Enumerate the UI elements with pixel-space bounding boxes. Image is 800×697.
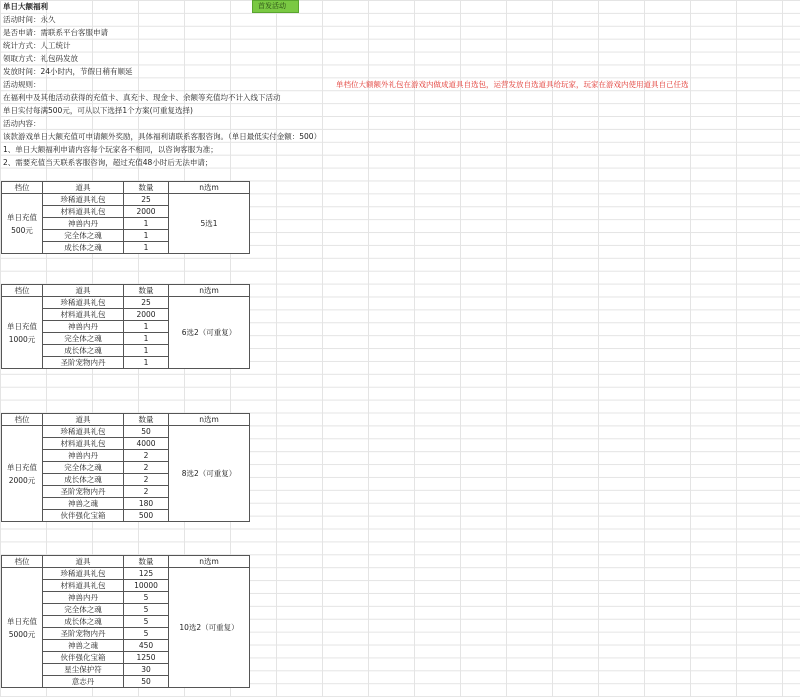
tier-table: [1, 555, 250, 688]
item-quantity: 2000: [124, 309, 169, 321]
item-quantity: 5: [124, 592, 169, 604]
launch-tag: 首发活动: [252, 0, 299, 13]
column-header: 数量: [124, 556, 169, 568]
info-line: 在福利中及其他活动获得的充值卡、真充卡、现金卡、余额等充值均不计入线下活动: [3, 93, 281, 102]
item-name: 完全体之魂: [43, 333, 124, 345]
column-header: n选m: [169, 556, 250, 568]
info-line: 统计方式：人工统计: [3, 41, 71, 50]
item-name: 伙伴强化宝箱: [43, 510, 124, 522]
item-quantity: 2: [124, 474, 169, 486]
item-quantity: 1: [124, 357, 169, 369]
table-header-row: [2, 556, 250, 568]
info-line: 活动时间：永久: [3, 15, 56, 24]
item-name: 神兽内丹: [43, 321, 124, 333]
item-name: 完全体之魂: [43, 462, 124, 474]
item-name: 星尘保护符: [43, 664, 124, 676]
table-header-row: [2, 182, 250, 194]
item-name: 材料道具礼包: [43, 438, 124, 450]
table-row: [2, 194, 250, 206]
table-header-row: [2, 414, 250, 426]
column-header: 档位: [2, 182, 43, 194]
column-header: 道具: [43, 182, 124, 194]
item-name: 神兽内丹: [43, 592, 124, 604]
item-quantity: 2000: [124, 206, 169, 218]
column-header: 数量: [124, 182, 169, 194]
item-quantity: 25: [124, 297, 169, 309]
choice-rule: 5选1: [169, 194, 250, 254]
item-quantity: 1: [124, 333, 169, 345]
item-quantity: 125: [124, 568, 169, 580]
item-name: 神兽内丹: [43, 450, 124, 462]
column-header: 数量: [124, 285, 169, 297]
column-header: n选m: [169, 182, 250, 194]
item-name: 材料道具礼包: [43, 580, 124, 592]
info-line: 发放时间：24小时内，节假日稍有顺延: [3, 67, 133, 76]
item-name: 材料道具礼包: [43, 309, 124, 321]
item-name: 材料道具礼包: [43, 206, 124, 218]
item-name: 成长体之魂: [43, 242, 124, 254]
item-quantity: 500: [124, 510, 169, 522]
item-quantity: 1: [124, 321, 169, 333]
item-name: 珍稀道具礼包: [43, 297, 124, 309]
column-header: 道具: [43, 285, 124, 297]
item-name: 意志丹: [43, 676, 124, 688]
item-quantity: 50: [124, 676, 169, 688]
item-name: 圣阶宠物内丹: [43, 486, 124, 498]
item-quantity: 1: [124, 218, 169, 230]
item-name: 珍稀道具礼包: [43, 426, 124, 438]
tier-table: [1, 284, 250, 369]
info-line: 活动内容：: [3, 119, 41, 128]
item-name: 神兽之魂: [43, 498, 124, 510]
column-header: 道具: [43, 414, 124, 426]
item-name: 成长体之魂: [43, 616, 124, 628]
info-line: 2、需要充值当天联系客服咨询，超过充值48小时后无法申请；: [3, 158, 213, 167]
tier-condition: 单日充值 5000元: [2, 568, 43, 688]
item-name: 珍稀道具礼包: [43, 568, 124, 580]
info-line: 单日实付每满500元，可从以下选择1个方案(可重复选择): [3, 106, 193, 115]
item-quantity: 450: [124, 640, 169, 652]
item-name: 圣阶宠物内丹: [43, 628, 124, 640]
item-name: 成长体之魂: [43, 474, 124, 486]
table-header-row: [2, 285, 250, 297]
item-quantity: 2: [124, 450, 169, 462]
choice-rule: 8选2（可重复）: [169, 426, 250, 522]
info-line: 是否申请：需联系平台客服申请: [3, 28, 108, 37]
item-name: 成长体之魂: [43, 345, 124, 357]
item-quantity: 180: [124, 498, 169, 510]
item-quantity: 10000: [124, 580, 169, 592]
item-name: 神兽内丹: [43, 218, 124, 230]
table-row: [2, 568, 250, 580]
item-quantity: 2: [124, 486, 169, 498]
column-header: 道具: [43, 556, 124, 568]
item-quantity: 5: [124, 604, 169, 616]
tier-condition: 单日充值 2000元: [2, 426, 43, 522]
info-line: 1、单日大额福利申请内容每个玩家各不相同，以咨询客服为准；: [3, 145, 218, 154]
info-line: 活动规则：: [3, 80, 41, 89]
tier-condition: 单日充值 500元: [2, 194, 43, 254]
tier-table: [1, 181, 250, 254]
info-line: 该款游戏单日大额充值可申请额外奖励，具体福利请联系客服咨询。（单日最低实付金额：500）: [3, 132, 322, 141]
item-name: 完全体之魂: [43, 604, 124, 616]
table-row: [2, 426, 250, 438]
item-quantity: 1: [124, 242, 169, 254]
table-row: [2, 297, 250, 309]
column-header: n选m: [169, 285, 250, 297]
item-quantity: 25: [124, 194, 169, 206]
item-quantity: 5: [124, 616, 169, 628]
choice-rule: 6选2（可重复）: [169, 297, 250, 369]
column-header: 档位: [2, 556, 43, 568]
item-name: 神兽之魂: [43, 640, 124, 652]
column-header: 数量: [124, 414, 169, 426]
info-line: 领取方式：礼包码发放: [3, 54, 78, 63]
page-title: 单日大额福利: [3, 2, 48, 11]
item-quantity: 50: [124, 426, 169, 438]
column-header: 档位: [2, 285, 43, 297]
item-quantity: 1250: [124, 652, 169, 664]
tier-table: [1, 413, 250, 522]
column-header: 档位: [2, 414, 43, 426]
item-name: 圣阶宠物内丹: [43, 357, 124, 369]
item-quantity: 1: [124, 230, 169, 242]
item-name: 伙伴强化宝箱: [43, 652, 124, 664]
item-name: 珍稀道具礼包: [43, 194, 124, 206]
choice-rule: 10选2（可重复）: [169, 568, 250, 688]
red-note: 单档位大额额外礼包在游戏内做成道具自选包，运营发放自选道具给玩家，玩家在游戏内使用道具自己任选: [336, 80, 689, 89]
item-name: 完全体之魂: [43, 230, 124, 242]
item-quantity: 5: [124, 628, 169, 640]
column-header: n选m: [169, 414, 250, 426]
item-quantity: 30: [124, 664, 169, 676]
tier-condition: 单日充值 1000元: [2, 297, 43, 369]
item-quantity: 4000: [124, 438, 169, 450]
item-quantity: 2: [124, 462, 169, 474]
item-quantity: 1: [124, 345, 169, 357]
